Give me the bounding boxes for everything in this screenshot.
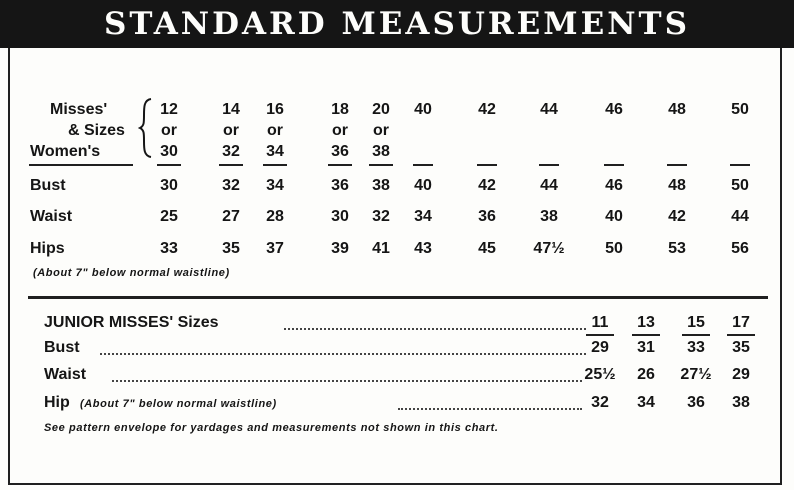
junior-size-cell: 15 xyxy=(687,314,705,331)
footnote: See pattern envelope for yardages and measurements not shown in this chart. xyxy=(44,422,499,434)
hips-cell: 45 xyxy=(478,240,496,257)
junior-size-cell: 13 xyxy=(637,314,655,331)
column-rule xyxy=(328,164,352,166)
bust-cell: 40 xyxy=(414,177,432,194)
junior-bust-cell: 35 xyxy=(732,339,750,356)
size-cell: 34 xyxy=(266,143,284,160)
column-rule xyxy=(632,334,660,336)
bust-cell: 30 xyxy=(160,177,178,194)
column-rule xyxy=(263,164,287,166)
junior-bust-cell: 33 xyxy=(687,339,705,356)
hips-cell: 33 xyxy=(160,240,178,257)
column-rule xyxy=(413,164,433,166)
junior-size-cell: 11 xyxy=(591,314,609,331)
hips-cell: 37 xyxy=(266,240,284,257)
label-womens: Women's xyxy=(30,143,101,160)
size-cell: 30 xyxy=(160,143,178,160)
junior-waist-cell: 25½ xyxy=(584,366,616,383)
bust-cell: 50 xyxy=(731,177,749,194)
hips-cell: 41 xyxy=(372,240,390,257)
column-rule xyxy=(730,164,750,166)
size-cell: 44 xyxy=(540,101,558,118)
hips-cell: 39 xyxy=(331,240,349,257)
size-cell: 36 xyxy=(331,143,349,160)
size-cell: 12 xyxy=(160,101,178,118)
column-rule xyxy=(727,334,755,336)
column-rule xyxy=(586,334,614,336)
hips-cell: 53 xyxy=(668,240,686,257)
frame-right-border xyxy=(780,48,782,485)
junior-waist-cell: 29 xyxy=(732,366,750,383)
size-cell: 48 xyxy=(668,101,686,118)
waist-cell: 42 xyxy=(668,208,686,225)
size-cell: 18 xyxy=(331,101,349,118)
hips-cell: 56 xyxy=(731,240,749,257)
or-cell: or xyxy=(161,122,177,139)
size-cell: 20 xyxy=(372,101,390,118)
or-cell: or xyxy=(223,122,239,139)
waist-cell: 34 xyxy=(414,208,432,225)
bust-cell: 46 xyxy=(605,177,623,194)
column-rule xyxy=(604,164,624,166)
column-rule xyxy=(219,164,243,166)
waist-cell: 44 xyxy=(731,208,749,225)
junior-sizes-label: JUNIOR MISSES' Sizes xyxy=(44,314,219,331)
junior-size-cell: 17 xyxy=(732,314,750,331)
column-rule xyxy=(157,164,181,166)
hips-label: Hips xyxy=(30,240,65,257)
frame-left-border xyxy=(8,48,10,485)
waist-cell: 25 xyxy=(160,208,178,225)
chart-title: STANDARD MEASUREMENTS xyxy=(103,6,691,42)
bust-cell: 38 xyxy=(372,177,390,194)
bust-cell: 48 xyxy=(668,177,686,194)
or-cell: or xyxy=(373,122,389,139)
junior-hip-note: (About 7" below normal waistline) xyxy=(80,398,277,410)
hips-cell: 50 xyxy=(605,240,623,257)
waist-cell: 36 xyxy=(478,208,496,225)
hips-note: (About 7" below normal waistline) xyxy=(33,267,230,279)
hips-cell: 35 xyxy=(222,240,240,257)
waist-cell: 27 xyxy=(222,208,240,225)
junior-waist-cell: 26 xyxy=(637,366,655,383)
junior-waist-label: Waist xyxy=(44,366,87,383)
junior-bust-cell: 31 xyxy=(637,339,655,356)
waist-cell: 30 xyxy=(331,208,349,225)
junior-hip-label: Hip xyxy=(44,394,70,411)
section-divider xyxy=(28,296,768,299)
junior-bust-label: Bust xyxy=(44,339,80,356)
waist-cell: 40 xyxy=(605,208,623,225)
size-cell: 38 xyxy=(372,143,390,160)
waist-cell: 32 xyxy=(372,208,390,225)
junior-bust-cell: 29 xyxy=(591,339,609,356)
column-rule xyxy=(667,164,687,166)
dot-leader xyxy=(100,353,586,357)
column-rule xyxy=(682,334,710,336)
dot-leader xyxy=(398,408,582,412)
column-rule xyxy=(539,164,559,166)
size-cell: 46 xyxy=(605,101,623,118)
dot-leader xyxy=(284,328,586,332)
waist-label: Waist xyxy=(30,208,73,225)
or-cell: or xyxy=(332,122,348,139)
size-cell: 14 xyxy=(222,101,240,118)
bust-cell: 32 xyxy=(222,177,240,194)
size-cell: 50 xyxy=(731,101,749,118)
bust-cell: 42 xyxy=(478,177,496,194)
bust-cell: 36 xyxy=(331,177,349,194)
column-rule xyxy=(369,164,393,166)
size-cell: 32 xyxy=(222,143,240,160)
bust-label: Bust xyxy=(30,177,66,194)
junior-hip-cell: 38 xyxy=(732,394,750,411)
header-rule xyxy=(29,164,133,166)
hips-cell: 43 xyxy=(414,240,432,257)
dot-leader xyxy=(112,380,582,384)
or-cell: or xyxy=(267,122,283,139)
junior-hip-cell: 32 xyxy=(591,394,609,411)
label-misses: Misses' xyxy=(50,101,108,118)
junior-hip-cell: 36 xyxy=(687,394,705,411)
bust-cell: 44 xyxy=(540,177,558,194)
size-cell: 40 xyxy=(414,101,432,118)
waist-cell: 38 xyxy=(540,208,558,225)
waist-cell: 28 xyxy=(266,208,284,225)
hips-cell: 47½ xyxy=(533,240,565,257)
title-banner xyxy=(0,0,794,48)
size-cell: 42 xyxy=(478,101,496,118)
size-cell: 16 xyxy=(266,101,284,118)
label-sizes: & Sizes xyxy=(68,122,125,139)
junior-waist-cell: 27½ xyxy=(680,366,712,383)
junior-hip-cell: 34 xyxy=(637,394,655,411)
frame-bottom-border xyxy=(8,483,782,485)
bust-cell: 34 xyxy=(266,177,284,194)
column-rule xyxy=(477,164,497,166)
